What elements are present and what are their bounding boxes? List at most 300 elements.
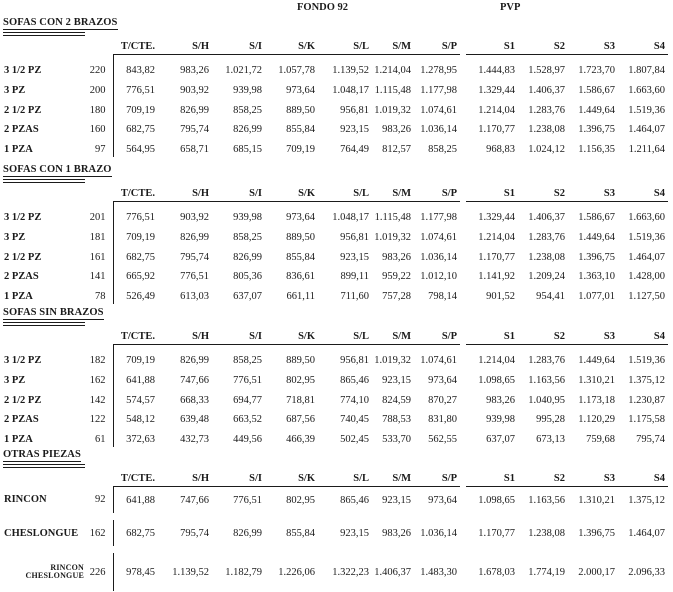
price-cell: 983,26 [180,65,209,76]
row-label: 2 PZAS [4,124,39,136]
price-cell: 641,88 [113,487,158,514]
row-label: 3 1/2 PZ [4,212,42,223]
section-sofas-con-1-brazo [3,164,671,304]
group-header-fondo-92: FONDO 92 [297,2,349,13]
price-cell: 1.156,35 [578,144,615,156]
price-cell: 564,95 [113,137,158,157]
price-cell: 747,66 [180,494,209,506]
column-header-s-i: S/I [212,468,265,487]
price-cell: 372,63 [113,427,158,447]
price-cell: 1.115,48 [374,212,411,223]
price-cell: 858,25 [233,104,262,116]
column-header-s4: S4 [618,326,668,345]
price-cell: 449,56 [233,434,262,446]
price-cell: 1.019,32 [374,355,411,366]
price-cell: 788,53 [382,414,411,426]
price-cell: 1.141,92 [478,271,515,283]
price-cell: 1.310,21 [578,494,615,506]
price-cell: 1.449,64 [578,104,615,116]
table-row [3,284,668,304]
row-size: 200 [89,84,106,96]
price-cell: 1.036,14 [420,124,457,136]
price-cell: 1.057,78 [278,65,315,76]
price-cell: 1.238,08 [528,251,565,263]
price-cell: 639,48 [180,414,209,426]
row-label: 2 1/2 PZ [4,394,42,406]
price-cell: 983,26 [382,251,411,263]
price-cell: 1.040,95 [528,394,565,406]
price-cell: 641,88 [113,368,158,388]
price-cell: 2.096,33 [628,566,665,578]
price-cell: 1.723,70 [578,65,615,76]
price-cell: 1.428,00 [628,271,665,283]
price-cell: 826,99 [233,251,262,263]
row-label: CHESLONGUE [4,527,79,539]
price-cell: 1.678,03 [478,566,515,578]
column-header-s-k: S/K [265,36,318,55]
price-cell: 855,84 [286,251,315,263]
column-header-s-h: S/H [158,183,212,202]
price-cell: 1.663,60 [628,212,665,223]
price-cell: 923,15 [340,251,369,263]
price-table [3,36,668,157]
price-cell: 694,77 [233,394,262,406]
price-cell: 968,83 [486,144,515,156]
row-size: 201 [89,212,106,223]
price-cell: 983,26 [486,394,515,406]
row-size: 181 [89,231,106,243]
price-cell: 1.019,32 [374,104,411,116]
column-header-s2: S2 [518,326,568,345]
price-cell: 1.519,36 [628,231,665,243]
price-cell: 1.406,37 [528,84,565,96]
row-size: 180 [89,104,106,116]
price-cell: 776,51 [233,494,262,506]
price-cell: 1.586,67 [578,84,615,96]
price-cell: 858,25 [233,231,262,243]
column-header-s-h: S/H [158,326,212,345]
price-cell: 1.173,18 [578,394,615,406]
price-cell: 899,11 [340,271,369,283]
row-label: 3 PZ [4,84,26,96]
price-cell: 843,82 [113,55,158,79]
table-row [3,388,668,408]
price-cell: 1.774,19 [528,566,565,578]
row-label: 2 1/2 PZ [4,104,42,116]
price-cell: 973,64 [286,212,315,223]
price-cell: 956,81 [340,231,369,243]
price-cell: 1.170,77 [478,251,515,263]
price-cell: 836,61 [286,271,315,283]
price-table [3,468,668,591]
price-cell: 805,36 [233,271,262,283]
price-cell: 923,15 [340,124,369,136]
price-cell: 1.519,36 [628,104,665,116]
column-header-s-m: S/M [372,183,414,202]
price-cell: 1.322,23 [332,566,369,578]
price-cell: 1.449,64 [578,231,615,243]
row-size: 142 [89,394,106,406]
table-row [3,55,668,79]
table-row [3,225,668,245]
price-cell: 798,14 [428,291,457,303]
row-label: 1 PZA [4,434,33,446]
row-label: 2 1/2 PZ [4,251,42,263]
table-body [3,55,668,158]
header-row [3,468,668,487]
price-cell: 1.077,01 [578,291,615,303]
row-label: 3 1/2 PZ [4,65,42,76]
price-cell: 637,07 [486,434,515,446]
price-cell: 1.074,61 [420,355,457,366]
section-sofas-con-2-brazos [3,17,671,157]
price-cell: 1.074,61 [420,104,457,116]
price-cell: 1.226,06 [278,566,315,578]
price-cell: 1.464,07 [628,251,665,263]
column-header-s-p: S/P [414,468,460,487]
header-row [3,183,668,202]
row-label-stacked [4,564,84,581]
price-cell: 776,51 [233,374,262,386]
price-cell: 776,51 [113,202,158,226]
header-spacer-label [3,183,65,202]
row-size: 162 [89,374,106,386]
price-cell: 939,98 [486,414,515,426]
price-cell: 903,92 [180,212,209,223]
price-cell: 1.177,98 [420,84,457,96]
price-cell: 983,26 [382,527,411,539]
price-cell: 658,71 [180,144,209,156]
section-title [3,449,671,462]
section-title-text: SOFAS CON 1 BRAZO [3,164,112,175]
price-cell: 1.230,87 [628,394,665,406]
table-row [3,487,668,514]
price-cell: 1.310,21 [578,374,615,386]
price-cell: 1.214,04 [478,231,515,243]
price-cell: 1.012,10 [420,271,457,283]
row-label: 3 PZ [4,231,26,243]
column-header-s-i: S/I [212,183,265,202]
row-size: 162 [89,527,106,539]
price-cell: 562,55 [428,434,457,446]
price-cell: 1.074,61 [420,231,457,243]
price-cell: 858,25 [428,144,457,156]
price-cell: 1.209,24 [528,271,565,283]
price-cell: 1.048,17 [332,212,369,223]
table-row [3,345,668,369]
price-cell: 901,52 [486,291,515,303]
price-cell: 1.483,30 [420,566,457,578]
price-cell: 923,15 [340,527,369,539]
row-label: 1 PZA [4,144,33,156]
price-cell: 795,74 [180,251,209,263]
price-cell: 889,50 [286,355,315,366]
price-cell: 1.396,75 [578,251,615,263]
price-cell: 2.000,17 [578,566,615,578]
price-cell: 466,39 [286,434,315,446]
row-label: 2 PZAS [4,271,39,283]
price-cell: 1.363,10 [578,271,615,283]
price-cell: 1.019,32 [374,231,411,243]
column-header-s-p: S/P [414,36,460,55]
price-cell: 826,99 [180,355,209,366]
column-header-s4: S4 [618,183,668,202]
price-cell: 1.464,07 [628,527,665,539]
price-cell: 1.211,64 [628,144,665,156]
price-cell: 759,68 [586,434,615,446]
price-cell: 956,81 [340,104,369,116]
section-title-text: SOFAS CON 2 BRAZOS [3,17,118,28]
price-cell: 668,33 [180,394,209,406]
table-header [3,183,668,202]
table-row [3,520,668,546]
price-cell: 776,51 [180,271,209,283]
table-row [3,245,668,265]
price-cell: 1.139,52 [172,566,209,578]
price-cell: 1.283,76 [528,355,565,366]
column-header-s-k: S/K [265,468,318,487]
price-cell: 1.127,50 [628,291,665,303]
price-cell: 776,51 [113,78,158,98]
price-cell: 889,50 [286,231,315,243]
table-row [3,265,668,285]
price-cell: 740,45 [340,414,369,426]
table-header [3,326,668,345]
price-cell: 709,19 [113,345,158,369]
price-table [3,183,668,304]
price-cell: 665,92 [113,265,158,285]
table-row [3,408,668,428]
table-row [3,553,668,591]
table-header [3,36,668,55]
table-body [3,202,668,305]
price-cell: 1.021,72 [225,65,262,76]
price-cell: 826,99 [180,104,209,116]
price-cell: 774,10 [340,394,369,406]
price-cell: 1.214,04 [478,104,515,116]
price-cell: 978,45 [113,553,158,591]
row-size: 97 [95,144,106,156]
price-cell: 1.139,52 [332,65,369,76]
price-cell: 502,45 [340,434,369,446]
column-header-s4: S4 [618,468,668,487]
price-cell: 1.449,64 [578,355,615,366]
column-header-s-i: S/I [212,36,265,55]
price-cell: 709,19 [113,98,158,118]
row-size: 226 [89,566,106,578]
table-header [3,468,668,487]
header-spacer-size [65,183,113,202]
row-size: 92 [95,494,106,506]
table-row [3,78,668,98]
row-size: 220 [89,65,106,76]
table-row [3,427,668,447]
price-cell: 1.375,12 [628,494,665,506]
price-cell: 956,81 [340,355,369,366]
price-cell: 995,28 [536,414,565,426]
row-size: 122 [89,414,106,426]
row-size: 161 [89,251,106,263]
row-spacer-cell [3,513,668,520]
price-cell: 1.120,29 [578,414,615,426]
row-label-line: RINCON [50,562,84,572]
header-spacer-label [3,468,65,487]
price-cell: 1.406,37 [374,566,411,578]
table-body [3,487,668,592]
price-cell: 802,95 [286,374,315,386]
row-label: 2 PZAS [4,414,39,426]
column-header-s-p: S/P [414,183,460,202]
price-cell: 1.163,56 [528,374,565,386]
column-header-s-l: S/L [318,468,372,487]
price-cell: 574,57 [113,388,158,408]
table-row [3,368,668,388]
price-cell: 865,46 [340,374,369,386]
price-cell: 1.177,98 [420,212,457,223]
price-cell: 855,84 [286,124,315,136]
price-cell: 548,12 [113,408,158,428]
column-header-s-p: S/P [414,326,460,345]
header-spacer-size [65,36,113,55]
price-cell: 613,03 [180,291,209,303]
price-cell: 1.115,48 [374,84,411,96]
column-header-s-k: S/K [265,183,318,202]
price-cell: 1.528,97 [528,65,565,76]
price-cell: 855,84 [286,527,315,539]
price-cell: 1.036,14 [420,527,457,539]
price-cell: 903,92 [180,84,209,96]
column-header-s-i: S/I [212,326,265,345]
group-header-pvp: PVP [500,2,521,13]
price-cell: 1.036,14 [420,251,457,263]
row-size: 160 [89,124,106,136]
row-size: 61 [95,434,106,446]
column-header-t-cte: T/CTE. [113,468,158,487]
column-header-s3: S3 [568,183,618,202]
column-header-s-h: S/H [158,468,212,487]
price-cell: 1.182,79 [225,566,262,578]
column-header-s2: S2 [518,468,568,487]
price-cell: 795,74 [180,527,209,539]
section-title [3,307,671,320]
price-cell: 1.098,65 [478,374,515,386]
column-header-s3: S3 [568,326,618,345]
price-cell: 831,80 [428,414,457,426]
price-cell: 432,73 [180,434,209,446]
price-cell: 757,28 [382,291,411,303]
price-cell: 1.663,60 [628,84,665,96]
price-cell: 1.175,58 [628,414,665,426]
price-table [3,326,668,447]
price-cell: 1.214,04 [478,355,515,366]
price-cell: 1.098,65 [478,494,515,506]
row-size: 78 [95,291,106,303]
price-cell: 533,70 [382,434,411,446]
price-cell: 685,15 [233,144,262,156]
price-cell: 1.163,56 [528,494,565,506]
row-label: 1 PZA [4,291,33,303]
price-cell: 1.406,37 [528,212,565,223]
price-cell: 1.807,84 [628,65,665,76]
price-cell: 663,52 [233,414,262,426]
price-cell: 1.283,76 [528,104,565,116]
column-header-s-k: S/K [265,326,318,345]
price-cell: 747,66 [180,374,209,386]
price-cell: 687,56 [286,414,315,426]
row-spacer [3,513,668,520]
section-title-text: OTRAS PIEZAS [3,449,81,460]
column-header-s-m: S/M [372,468,414,487]
price-cell: 673,13 [536,434,565,446]
row-label [3,553,84,591]
row-spacer [3,546,668,553]
price-cell: 1.214,04 [374,65,411,76]
price-cell: 1.329,44 [478,212,515,223]
column-header-s-l: S/L [318,36,372,55]
price-cell: 1.238,08 [528,527,565,539]
price-cell: 870,27 [428,394,457,406]
column-header-s1: S1 [466,326,518,345]
price-cell: 824,59 [382,394,411,406]
header-spacer-label [3,326,65,345]
price-cell: 923,15 [382,374,411,386]
price-cell: 1.278,95 [420,65,457,76]
section-sofas-sin-brazos [3,307,671,447]
price-cell: 939,98 [233,84,262,96]
header-spacer-size [65,468,113,487]
price-cell: 661,11 [286,291,315,303]
column-header-s3: S3 [568,468,618,487]
column-header-s2: S2 [518,183,568,202]
price-cell: 709,19 [286,144,315,156]
column-header-s2: S2 [518,36,568,55]
price-cell: 682,75 [113,118,158,138]
column-header-s-m: S/M [372,326,414,345]
price-cell: 954,41 [536,291,565,303]
column-header-t-cte: T/CTE. [113,36,158,55]
section-title [3,17,671,30]
price-cell: 1.170,77 [478,124,515,136]
price-cell: 1.444,83 [478,65,515,76]
header-row [3,36,668,55]
price-cell: 1.396,75 [578,124,615,136]
price-cell: 1.283,76 [528,231,565,243]
price-cell: 802,95 [286,494,315,506]
column-header-s-m: S/M [372,36,414,55]
price-cell: 826,99 [233,527,262,539]
column-header-s3: S3 [568,36,618,55]
price-cell: 1.586,67 [578,212,615,223]
row-size: 182 [89,355,106,366]
price-cell: 1.238,08 [528,124,565,136]
price-cell: 711,60 [340,291,369,303]
price-cell: 826,99 [180,231,209,243]
section-otras-piezas [3,449,671,591]
price-cell: 718,81 [286,394,315,406]
header-row [3,326,668,345]
price-cell: 709,19 [113,225,158,245]
price-cell: 973,64 [428,374,457,386]
price-cell: 1.048,17 [332,84,369,96]
price-cell: 637,07 [233,291,262,303]
price-cell: 795,74 [636,434,665,446]
column-header-s1: S1 [466,183,518,202]
price-cell: 973,64 [286,84,315,96]
price-cell: 923,15 [382,494,411,506]
price-cell: 889,50 [286,104,315,116]
price-cell: 795,74 [180,124,209,136]
header-spacer-label [3,36,65,55]
